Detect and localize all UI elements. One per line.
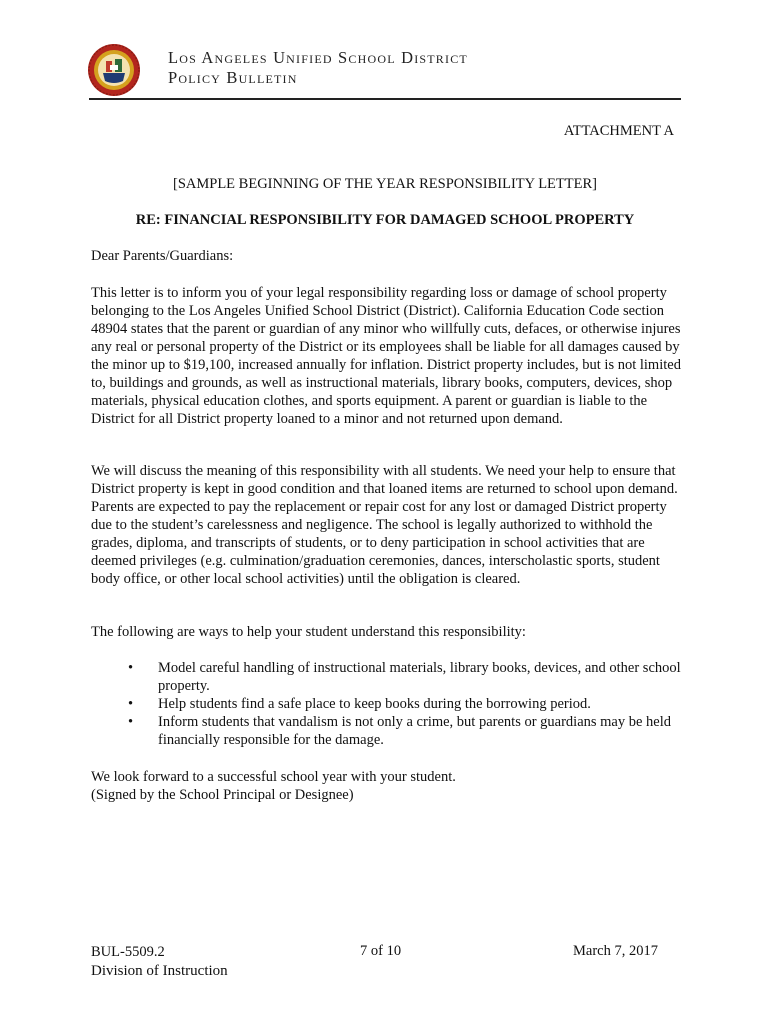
- header-divider: [89, 98, 681, 100]
- bullet-icon: •: [128, 660, 134, 676]
- paragraph-legal-responsibility: This letter is to inform you of your legal responsibility regarding loss or damage of school property belonging to the Los Angeles Unified School District (District). California Education Code section 48904 states that the parent or guardian of any minor who willfully cuts, defaces, or otherwise injures any real or personal property of the District or its employees shall be liable for all damages caused by the minor up to $19,100, increased annually for inflation. District property includes, but is not limited to, buildings and grounds, as well as instructional materials, library books, computers, devices, shop materials, physical education clothes, and sports equipment. A parent or guardian is liable to the District for all District property loaned to a minor and not returned upon demand.: [91, 285, 681, 427]
- paragraph-ways-to-help: The following are ways to help your student understand this responsibility:: [91, 624, 526, 640]
- division-name: Division of Instruction: [91, 963, 228, 979]
- closing-line: We look forward to a successful school year with your student.: [91, 769, 456, 785]
- sample-letter-title: [SAMPLE BEGINNING OF THE YEAR RESPONSIBILITY LETTER]: [173, 176, 597, 192]
- bulletin-header: [168, 48, 468, 88]
- list-item-text: Model careful handling of instructional materials, library books, devices, and other school property.: [158, 660, 681, 694]
- list-item: [91, 659, 681, 695]
- salutation: Dear Parents/Guardians:: [91, 248, 234, 264]
- bullet-icon: •: [128, 714, 134, 730]
- bullet-icon: •: [128, 696, 134, 712]
- subject-line: RE: FINANCIAL RESPONSIBILITY FOR DAMAGED SCHOOL PROPERTY: [135, 212, 635, 228]
- signature-note: (Signed by the School Principal or Designee): [91, 787, 354, 803]
- paragraph-student-discussion: We will discuss the meaning of this responsibility with all students. We need your help to ensure that District property is kept in good condition and that loaned items are returned to school upon demand. Parents are expected to pay the replacement or repair cost for any lost or damaged District property due to the student’s carelessness and negligence. The school is legally authorized to withhold the grades, diploma, and transcripts of students, or to deny participation in school activities that are deemed privileges (e.g. culmination/graduation ceremonies, dances, interscholastic sports, student body office, or other local school activities) until the obligation is cleared.: [91, 463, 678, 587]
- document-type: Policy Bulletin: [168, 68, 298, 87]
- org-name: Los Angeles Unified School District: [168, 48, 468, 67]
- help-list: [91, 659, 681, 749]
- list-item-text: Help students find a safe place to keep books during the borrowing period.: [158, 696, 591, 712]
- list-item-text: Inform students that vandalism is not only a crime, but parents or guardians may be held financially responsible for the damage.: [158, 714, 672, 748]
- bulletin-number: BUL-5509.2: [91, 944, 165, 960]
- attachment-label: ATTACHMENT A: [563, 123, 674, 139]
- page-number: 7 of 10: [360, 943, 402, 959]
- closing: [91, 768, 681, 804]
- list-item: [91, 695, 681, 713]
- bulletin-date: March 7, 2017: [573, 943, 658, 959]
- lausd-seal-icon: [87, 43, 141, 97]
- footer-bulletin-info: [91, 943, 228, 980]
- list-item: [91, 713, 681, 749]
